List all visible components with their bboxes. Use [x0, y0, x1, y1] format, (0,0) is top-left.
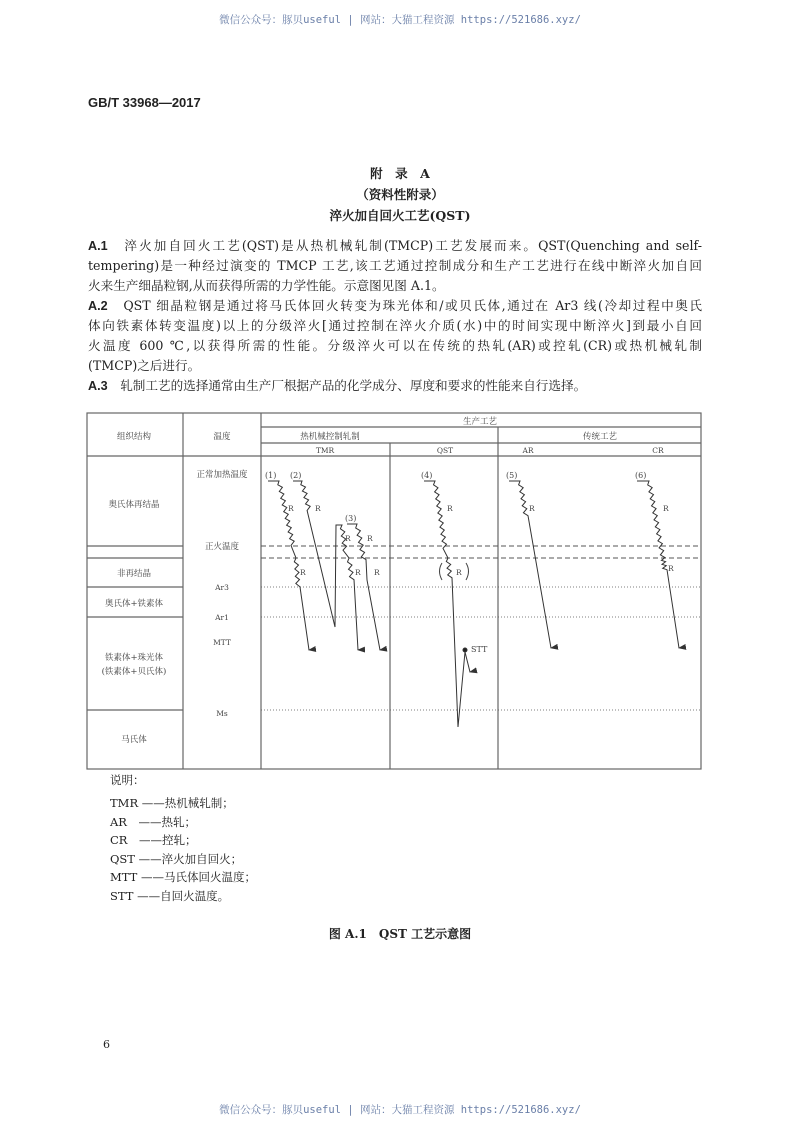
standard-number: GB/T 33968—2017: [88, 95, 201, 110]
clause-number: A.2: [88, 299, 108, 313]
annex-type: （资料性附录）: [356, 187, 444, 202]
rolling-mark: R: [529, 504, 535, 513]
diagram-grid: [87, 413, 701, 769]
line-text: (TMCP)之后进行。: [88, 358, 201, 373]
path-label-2: (2): [290, 471, 302, 480]
legend-item: CR ——控轧；: [110, 833, 197, 847]
rolling-mark: R: [355, 568, 361, 577]
line-text: QST 细晶粒钢是通过将马氏体回火转变为珠光体和/或贝氏体,通过在 Ar3 线(冷却过程中奥氏: [123, 298, 703, 313]
rolling-mark: R: [447, 504, 453, 513]
header-qst: QST: [436, 446, 454, 455]
header-structure: 组织结构: [116, 432, 152, 442]
structure-label: 马氏体: [121, 735, 147, 745]
temperature-lines: [261, 546, 701, 710]
header-production: 生产工艺: [462, 417, 498, 427]
structure-label: 非再结晶: [116, 569, 152, 579]
structure-label: 奥氏体+铁素体: [104, 599, 164, 609]
line-text: 轧制工艺的选择通常由生产厂根据产品的化学成分、厚度和要求的性能来自行选择。: [120, 378, 587, 393]
watermark-bottom: 微信公众号：豚贝useful | 网站：大猫工程资源 https://521686.xyz/: [219, 1104, 581, 1116]
structure-label: 奥氏体再结晶: [108, 500, 160, 510]
clause-number: A.1: [88, 239, 108, 253]
cooling-path: [424, 481, 470, 727]
temp-label: 正火温度: [204, 542, 240, 552]
rolling-mark: R: [315, 504, 321, 513]
legend-item: TMR ——热机械轧制；: [110, 796, 234, 810]
figure-caption: 图 A.1 QST 工艺示意图: [328, 927, 472, 941]
temp-label: Ar1: [215, 613, 229, 622]
temp-label: Ms: [216, 709, 228, 718]
rolling-mark: R: [663, 504, 669, 513]
rolling-mark: R: [288, 504, 294, 513]
stt-label: STT: [471, 645, 488, 654]
path-label-6: (6): [635, 471, 647, 480]
line-text: 淬火加自回火工艺(QST)是从热机械轧制(TMCP)工艺发展而来。QST(Quenching and self-: [124, 238, 702, 253]
path-label-1: (1): [265, 471, 277, 480]
structure-label: 铁素体+珠光体: [104, 653, 164, 663]
line-text: 火温度 600 ℃,以获得所需的性能。分级淬火可以在传统的热轧(AR)或控轧(CR)或热机械轧制: [88, 338, 702, 353]
path-labels: [265, 471, 646, 654]
line-text: 体向铁素体转变温度)以上的分级淬火[通过控制在淬火介质(水)中的时间实现中断淬火]到最小自回: [88, 318, 702, 333]
header-traditional: 传统工艺: [582, 432, 618, 442]
stt-point: [463, 648, 467, 652]
rolling-mark: R: [668, 564, 674, 573]
path-label-4: (4): [421, 471, 433, 480]
watermark-top: 微信公众号：豚贝useful | 网站：大猫工程资源 https://521686.xyz/: [219, 14, 581, 26]
clause-number: A.3: [88, 379, 108, 393]
rolling-mark: R: [300, 568, 306, 577]
process-curves: [268, 481, 679, 727]
path-label-3: (3): [345, 514, 357, 523]
header-tmcp: 热机械控制轧制: [300, 432, 360, 442]
rolling-mark: R: [345, 534, 351, 543]
legend-title: 说明：: [110, 773, 145, 787]
structure-label: (铁素体+贝氏体): [101, 667, 167, 677]
rolling-mark: R: [374, 568, 380, 577]
header-tmr: TMR: [315, 446, 335, 455]
legend-item: QST ——淬火加自回火；: [110, 851, 243, 866]
line-text: tempering)是一种经过演变的 TMCP 工艺,该工艺通过控制成分和生产工艺进行在线中断淬火加自回: [88, 258, 702, 273]
path-label-5: (5): [506, 471, 518, 480]
line-text: 火来生产细晶粒钢,从而获得所需的力学性能。示意图见图 A.1。: [88, 278, 445, 293]
annex-subtitle: 淬火加自回火工艺(QST): [329, 208, 471, 223]
header-cr: CR: [652, 446, 664, 455]
legend-item: MTT ——马氏体回火温度；: [110, 870, 256, 884]
rolling-mark: R: [367, 534, 373, 543]
legend-item: AR ——热轧；: [110, 814, 196, 829]
annex-title: 附 录 A: [370, 166, 430, 181]
qst-bracket: [440, 563, 469, 580]
temp-label: 正常加热温度: [196, 470, 248, 480]
page-number: 6: [103, 1038, 110, 1051]
header-ar: AR: [522, 446, 534, 455]
legend-item: STT ——自回火温度。: [110, 888, 230, 903]
header-temperature: 温度: [213, 432, 231, 442]
temp-label: MTT: [213, 638, 231, 647]
rolling-mark: R: [456, 568, 462, 577]
temp-label: Ar3: [215, 583, 229, 592]
cooling-path: [293, 481, 358, 650]
